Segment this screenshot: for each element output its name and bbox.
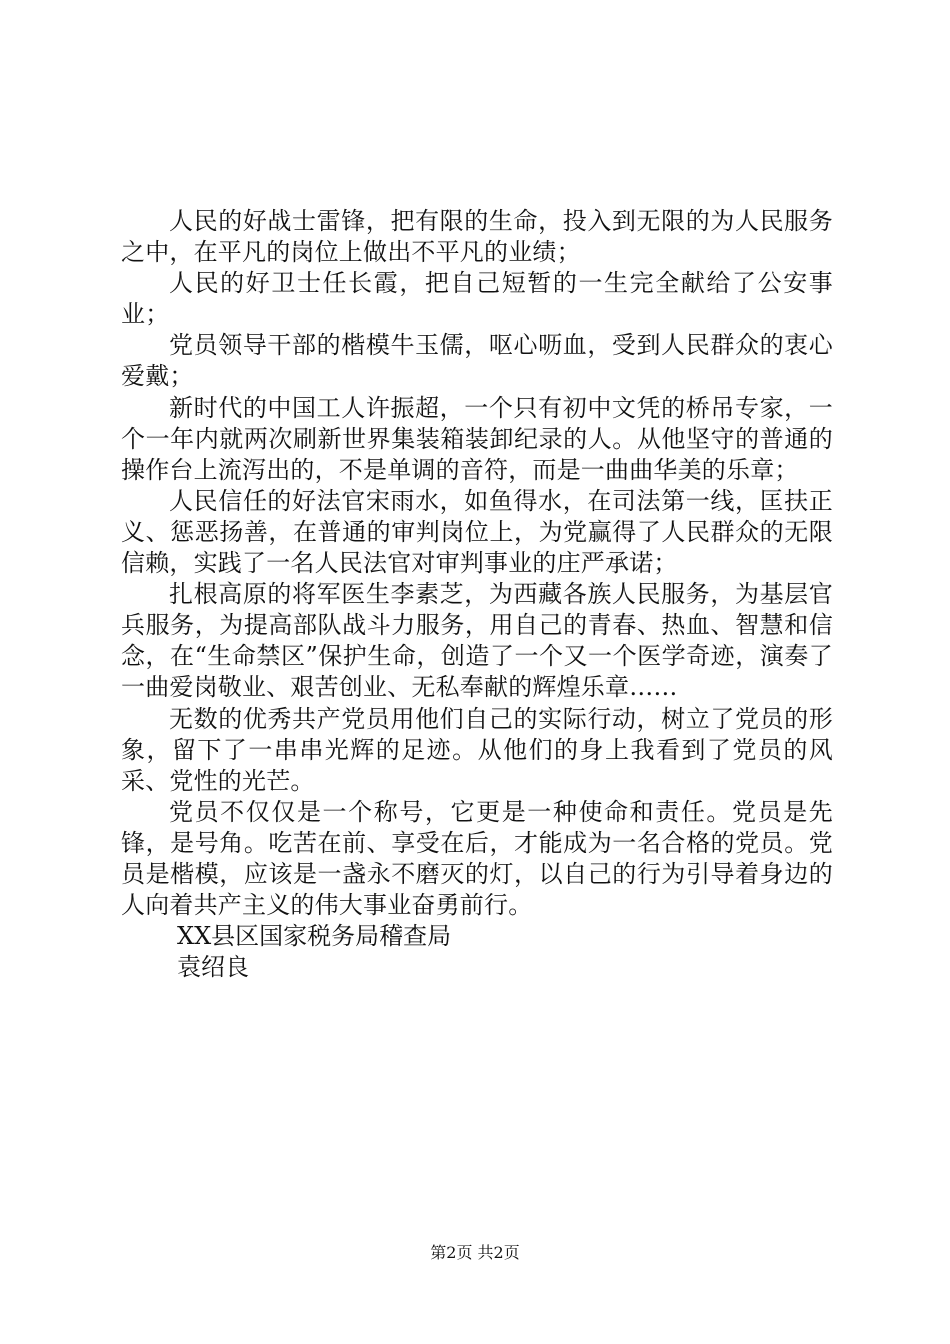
paragraph-li-suzhi: 扎根高原的将军医生李素芝，为西藏各族人民服务，为基层官兵服务，为提高部队战斗力服务，用自己的青春、热血、智慧和信念，在“生命禁区”保护生命，创造了一个又一个医学奇迹，演奏了一曲爱岗敬业、艰苦创业、无私奉献的辉煌乐章…… [121,580,833,702]
paragraph-party-members: 无数的优秀共产党员用他们自己的实际行动，树立了党员的形象，留下了一串串光辉的足迹。从他们的身上我看到了党员的风采、党性的光芒。 [121,704,833,795]
paragraph-ren-changxia: 人民的好卫士任长霞，把自己短暂的一生完全献给了公安事业； [121,269,833,329]
paragraph-conclusion: 党员不仅仅是一个称号，它更是一种使命和责任。党员是先锋，是号角。吃苦在前、享受在后，才能成为一名合格的党员。党员是楷模，应该是一盏永不磨灭的灯，以自己的行为引导着身边的人向着共产主义的伟大事业奋勇前行。 [121,797,833,920]
signature-author: 袁绍良 [177,953,249,982]
paragraph-lei-feng: 人民的好战士雷锋，把有限的生命，投入到无限的为人民服务之中，在平凡的岗位上做出不平凡的业绩； [121,207,833,267]
signature-organization: XX县区国家税务局稽查局 [177,922,452,951]
document-body [121,206,833,983]
paragraph-song-yushui: 人民信任的好法官宋雨水，如鱼得水，在司法第一线，匡扶正义、惩恶扬善，在普通的审判岗位上，为党赢得了人民群众的无限信赖，实践了一名人民法官对审判事业的庄严承诺； [121,486,833,578]
paragraph-niu-yuru: 党员领导干部的楷模牛玉儒，呕心呖血，受到人民群众的衷心爱戴； [121,331,833,391]
page-number-footer: 第2页 共2页 [430,1243,520,1262]
paragraph-xu-zhenchao: 新时代的中国工人许振超，一个只有初中文凭的桥吊专家，一个一年内就两次刷新世界集装箱装卸纪录的人。从他坚守的普通的操作台上流泻出的，不是单调的音符，而是一曲曲华美的乐章； [121,393,833,484]
